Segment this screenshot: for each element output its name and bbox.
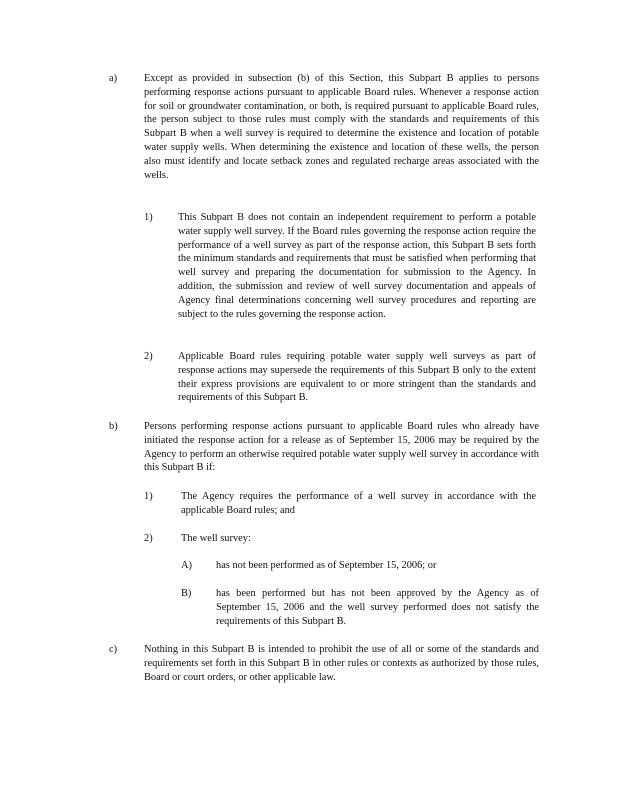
section-a-item-1-text: This Subpart B does not contain an independent requirement to perform a potable water supply well survey. If the Board rules governing the response action require the performance of a well survey as part of the response action, this Subpart B sets forth the minimum standards and requirements that must be satisfied when performing that well survey and preparing the documentation for submission to the Agency. In addition, the submission and review of well survey documentation and appeals of Agency final determinations concerning well survey procedures and reporting are subject to the rules governing the response action. <box>178 212 536 320</box>
section-a-item-1-label: 1) <box>144 212 153 223</box>
section-b-text: Persons performing response actions pursuant to applicable Board rules who already have initiated the response action for a release as of September 15, 2006 may be required by the Agency to perform an otherwise required potable water supply well survey in accordance with this Subpart B if: <box>144 421 539 474</box>
section-b-item-2-subitem-b-label: B) <box>181 588 192 599</box>
section-a-label: a) <box>109 73 118 84</box>
section-b-item-2 <box>144 532 536 546</box>
section-c-text: Nothing in this Subpart B is intended to prohibit the use of all or some of the standards and requirements set forth in this Subpart B in other rules or contexts as authorized by those rules, Board or court orders, or other applicable law. <box>144 644 539 683</box>
section-a <box>109 72 539 182</box>
section-b-item-2-text: The well survey: <box>181 533 251 544</box>
section-b-item-2-subitem-a-text: has not been performed as of September 15, 2006; or <box>216 560 437 571</box>
section-b-item-1-text: The Agency requires the performance of a well survey in accordance with the applicable Board rules; and <box>181 491 536 516</box>
section-b-item-2-subitem-a-label: A) <box>181 560 192 571</box>
section-b-item-2-subitem-b <box>181 587 539 628</box>
section-a-text: Except as provided in subsection (b) of this Section, this Subpart B applies to persons performing response actions pursuant to applicable Board rules. Whenever a response action for soil or groundwater contamination, or both, is required pursuant to applicable Board rules, the person subject to those rules must comply with the standards and requirements of this Subpart B when a well survey is required to determine the existence and location of potable water supply wells. When determining the existence and location of these wells, the person also must identify and locate setback zones and regulated recharge areas associated with the wells. <box>144 73 539 181</box>
section-b-item-2-label: 2) <box>144 533 153 544</box>
section-a-item-2 <box>144 350 536 405</box>
section-b-item-1 <box>144 490 536 518</box>
section-b <box>109 420 539 475</box>
section-c <box>109 643 539 684</box>
section-b-label: b) <box>109 421 118 432</box>
section-a-item-2-label: 2) <box>144 351 153 362</box>
section-c-label: c) <box>109 644 118 655</box>
section-a-item-1 <box>144 211 536 321</box>
section-b-item-1-label: 1) <box>144 491 153 502</box>
section-a-item-2-text: Applicable Board rules requiring potable water supply well surveys as part of response actions may supersede the requirements of this Subpart B only to the extent their express provisions are equivalent to or more stringent than the standards and requirements of this Subpart B. <box>178 351 536 404</box>
section-b-item-2-subitem-b-text: has been performed but has not been approved by the Agency as of September 15, 2006 and the well survey performed does not satisfy the requirements of this Subpart B. <box>216 588 539 627</box>
section-b-item-2-subitem-a <box>181 559 539 573</box>
